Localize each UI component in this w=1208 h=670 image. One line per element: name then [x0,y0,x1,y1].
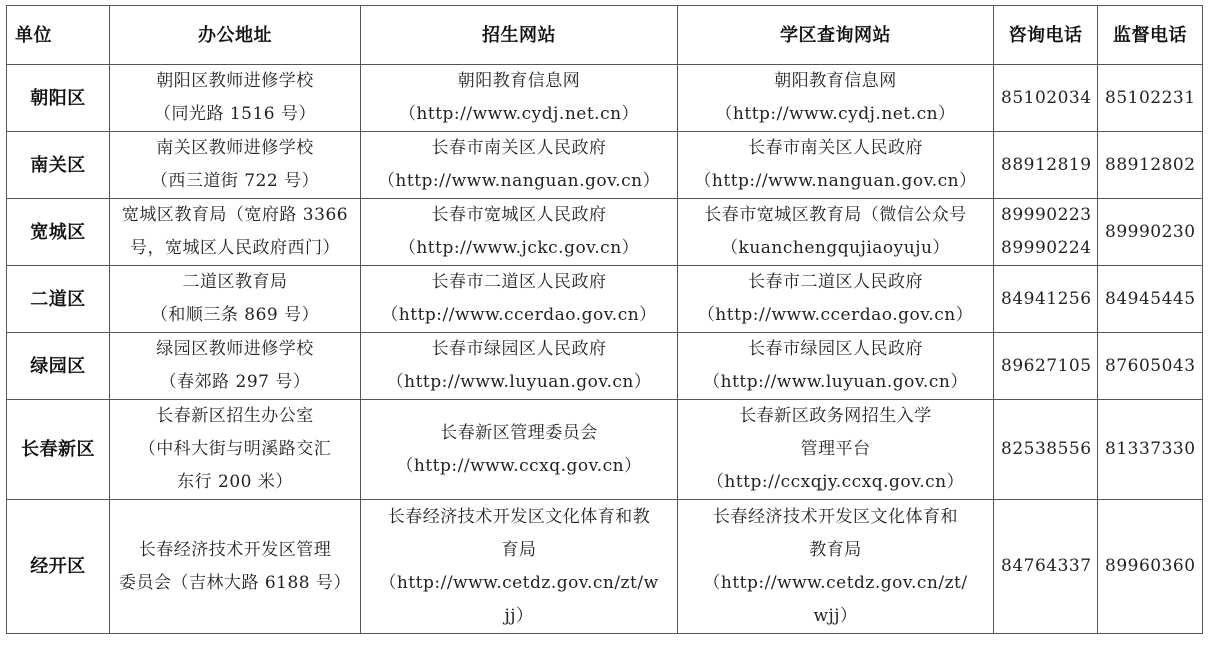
consult-phone-cell [994,132,1098,199]
enroll-site-line: 长春新区管理委员会 [440,422,598,443]
district-site-cell [678,500,994,634]
consult-phone-cell [994,266,1098,333]
district-site-line: 朝阳教育信息网 [774,71,897,91]
enroll-site-line: jj） [504,605,534,626]
enroll-site-line: （http://www.ccerdao.gov.cn） [381,305,657,325]
unit-cell: 南关区 [7,132,110,199]
enroll-site-line: 长春市二道区人民政府 [431,272,607,292]
district-site-line: （http://www.luyuan.gov.cn） [703,372,968,392]
address-line: （同光路 1516 号） [153,104,317,124]
enroll-site-cell [361,132,678,199]
table-row [7,65,1203,132]
supervise-phone-cell: 89960360 [1098,500,1203,634]
district-site-line: 管理平台 [800,439,871,459]
enrollment-info-table [6,5,1203,634]
enroll-site-cell [361,500,678,634]
consult-phone: 84941256 [1001,288,1092,309]
enroll-site-line: （http://www.ccxq.gov.cn） [396,455,642,476]
address-line: （西三道街 722 号） [150,171,320,191]
supervise-phone-cell: 84945445 [1098,266,1203,333]
district-site-line: （http://ccxqjy.ccxq.gov.cn） [706,472,965,492]
unit-cell: 宽城区 [7,199,110,266]
district-site-cell [678,400,994,500]
enroll-site-cell [361,199,678,266]
district-site-line: 长春市绿园区人民政府 [748,339,923,359]
header-district-site: 学区查询网站 [678,6,994,65]
table-row [7,199,1203,266]
district-site-line: （http://www.nanguan.gov.cn） [694,171,977,191]
table-row [7,132,1203,199]
unit-cell: 朝阳区 [7,65,110,132]
district-site-line: （http://www.cetdz.gov.cn/zt/ [703,572,968,593]
supervise-phone-cell: 81337330 [1098,400,1203,500]
enroll-site-cell [361,400,678,500]
district-site-cell [678,266,994,333]
header-supervise-phone: 监督电话 [1098,6,1203,65]
supervise-phone-cell: 85102231 [1098,65,1203,132]
enroll-site-line: 长春市南关区人民政府 [431,138,607,158]
district-site-line: 长春新区政务网招生入学 [739,406,932,426]
supervise-phone-cell: 89990230 [1098,199,1203,266]
address-line: （和顺三条 869 号） [150,305,320,325]
enroll-site-line: 长春市绿园区人民政府 [431,339,607,359]
address-line: 二道区教育局 [182,272,288,292]
enroll-site-line: 长春市宽城区人民政府 [431,205,607,225]
district-site-line: 长春市宽城区教育局（微信公众号 [704,205,967,225]
enroll-site-line: （http://www.jckc.gov.cn） [398,238,640,258]
header-address: 办公地址 [110,6,361,65]
district-site-line: （http://www.ccerdao.gov.cn） [697,305,974,325]
address-line: 南关区教师进修学校 [156,138,314,158]
enroll-site-cell [361,65,678,132]
address-cell [110,333,361,400]
table-row [7,500,1203,634]
consult-phone-cell [994,65,1098,132]
enroll-site-cell [361,333,678,400]
consult-phone: 84764337 [1001,556,1092,576]
consult-phone: 89990224 [1001,238,1092,258]
address-line: （中科大街与明溪路交汇 [138,439,332,459]
consult-phone-cell [994,500,1098,634]
district-site-line: 教育局 [809,539,862,560]
address-cell [110,266,361,333]
table-row [7,333,1203,400]
address-cell [110,65,361,132]
consult-phone-cell [994,199,1098,266]
supervise-phone-cell: 88912802 [1098,132,1203,199]
consult-phone: 89990223 [1001,205,1092,225]
address-cell [110,199,361,266]
district-site-line: 长春市二道区人民政府 [748,272,923,292]
address-cell [110,132,361,199]
address-line: 长春经济技术开发区管理 [138,539,332,560]
table-row [7,400,1203,500]
consult-phone: 88912819 [1001,154,1092,175]
header-row [7,6,1203,65]
district-site-cell [678,132,994,199]
enroll-site-line: （http://www.cydj.net.cn） [398,104,640,124]
supervise-phone-cell: 87605043 [1098,333,1203,400]
address-line: 朝阳区教师进修学校 [156,71,314,91]
consult-phone: 89627105 [1001,355,1092,376]
consult-phone: 82538556 [1001,439,1092,459]
district-site-cell [678,65,994,132]
enroll-site-line: （http://www.nanguan.gov.cn） [377,171,661,191]
table-row [7,266,1203,333]
address-line: 号，宽城区人民政府西门） [130,238,340,258]
header-enroll-site: 招生网站 [361,6,678,65]
address-line: （春郊路 297 号） [159,372,311,392]
district-site-line: wjj） [813,605,858,626]
address-line: 委员会（吉林大路 6188 号） [118,572,352,593]
address-line: 绿园区教师进修学校 [156,339,314,359]
enroll-site-line: （http://www.luyuan.gov.cn） [386,372,652,392]
district-site-line: 长春市南关区人民政府 [748,138,923,158]
consult-phone-cell [994,400,1098,500]
enroll-site-line: 朝阳教育信息网 [457,71,581,91]
unit-cell: 绿园区 [7,333,110,400]
district-site-cell [678,333,994,400]
address-line: 长春新区招生办公室 [156,406,314,426]
district-site-line: （kuanchengqujiaoyuju） [721,238,950,258]
address-cell [110,500,361,634]
district-site-line: 长春经济技术开发区文化体育和 [713,506,958,527]
consult-phone: 85102034 [1001,87,1092,108]
district-site-line: （http://www.cydj.net.cn） [715,104,956,124]
consult-phone-cell [994,333,1098,400]
address-line: 宽城区教育局（宽府路 3366 [121,205,349,225]
enroll-site-line: 长春经济技术开发区文化体育和教 [387,506,651,527]
unit-cell: 长春新区 [7,400,110,500]
address-cell [110,400,361,500]
enroll-site-cell [361,266,678,333]
header-consult-phone: 咨询电话 [994,6,1098,65]
unit-cell: 经开区 [7,500,110,634]
enroll-site-line: （http://www.cetdz.gov.cn/zt/w [379,572,659,593]
address-line: 东行 200 米） [177,472,293,492]
header-unit: 单位 [7,6,110,65]
unit-cell: 二道区 [7,266,110,333]
enroll-site-line: 育局 [501,539,537,560]
district-site-cell [678,199,994,266]
